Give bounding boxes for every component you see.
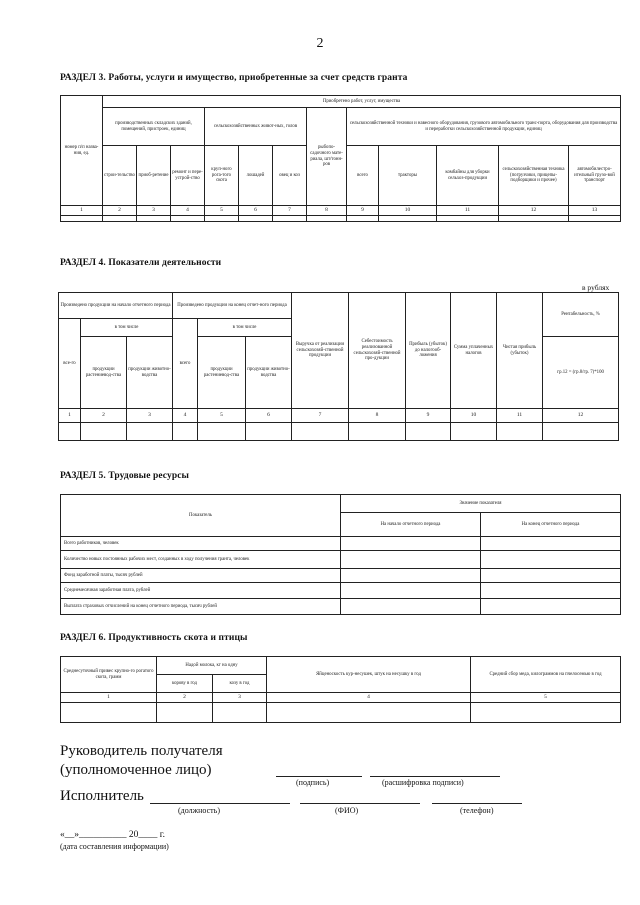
sig-date-caption: (дата составления информации) (60, 842, 169, 851)
s4-sub: продукции животно-водства (246, 337, 292, 409)
s3-num: 11 (437, 206, 499, 216)
s5-row-label: Количество новых постоянных рабочих мест, созданных в ходу получения гранта, человек (61, 551, 341, 569)
s6-col2-sub: корову в год (157, 675, 213, 693)
s3-tech-sub: комбайны для уборки сельхоз-продукции (437, 146, 499, 206)
s5-col-start: На начало отчетного периода (341, 513, 481, 537)
s4-col-profit: Прибыль (убыток) до налогооб-ложения (406, 293, 451, 409)
s6-col3: Яйценоскость кур-несушек, штук на несушку в год (267, 657, 471, 693)
s6-num: 3 (213, 693, 267, 703)
sig-phone-caption: (телефон) (460, 806, 494, 815)
s6-col4: Средний сбор меда, килограммов на пчелосемью в год (471, 657, 621, 693)
s4-sub: продукции животно-водства (127, 337, 173, 409)
s3-col-seed: рыбопо-садочного мате-риала, шт/тонн-ров (307, 108, 347, 206)
s3-tech-sub: тракторы (379, 146, 437, 206)
sig-sign-caption: (подпись) (296, 778, 330, 787)
s4-num: 1 (59, 409, 81, 423)
s3-num: 7 (273, 206, 307, 216)
s3-col-total: всего (347, 146, 379, 206)
sig-sign-line (276, 776, 362, 777)
sig-fio-caption: (ФИО) (335, 806, 359, 815)
s6-col2: Надой молока, кг на одну (157, 657, 267, 675)
s4-col-net: Чистая прибыль (убыток) (497, 293, 543, 409)
section4-unit: в рублях (582, 283, 610, 292)
s6-num: 2 (157, 693, 213, 703)
section6-title: РАЗДЕЛ 6. Продуктивность скота и птицы (60, 633, 248, 643)
s3-grp-tech: сельскохозяйственной техники и навесного оборудования, грузового автомобильного транс-порта, оборудования для производства и переработки сельскохозяйственной продукции, единиц (347, 108, 621, 146)
s3-grp-land: производственных складских зданий, помещений, пристроек, единиц (103, 108, 205, 146)
s4-num: 9 (406, 409, 451, 423)
sig-head-line1: Руководитель получателя (60, 743, 223, 759)
section3-title: РАЗДЕЛ 3. Работы, услуги и имущество, приобретенные за счет средств гранта (60, 73, 408, 83)
s3-num: 4 (171, 206, 205, 216)
sig-date-line: «__»__________ 20____ г. (60, 830, 165, 840)
s6-num: 1 (61, 693, 157, 703)
s4-num: 2 (81, 409, 127, 423)
s4-col-total-b: всего (173, 319, 198, 409)
s5-col-indicator: Показатель (61, 495, 341, 537)
s4-num: 8 (349, 409, 406, 423)
s4-incl-a: в том числе (81, 319, 173, 337)
s3-agri-sub: овец и коз (273, 146, 307, 206)
s6-col2-sub: козу в год (213, 675, 267, 693)
s3-land-sub: ремонт и пере-устрой-ство (171, 146, 205, 206)
s3-num: 9 (347, 206, 379, 216)
section3-table (60, 95, 621, 222)
s4-grp-start: Произведено продукции на начало отчетного периода (59, 293, 173, 319)
s3-num: 8 (307, 206, 347, 216)
s3-tech-sub: автомобилестро-ительный грузо-вой транспорт (569, 146, 621, 206)
s4-col-rent: Рентабельность, % (543, 293, 619, 337)
s4-col-total-a: все-го (59, 319, 81, 409)
section4-table (58, 292, 619, 441)
s4-sub: продукции растениевод-ства (198, 337, 246, 409)
s4-col-tax: Сумма уплаченных налогов (451, 293, 497, 409)
s3-num: 12 (499, 206, 569, 216)
s4-grp-end: Произведено продукции на конец отчет-ного периода (173, 293, 292, 319)
s3-num: 10 (379, 206, 437, 216)
section5-title: РАЗДЕЛ 5. Трудовые ресурсы (60, 471, 190, 481)
sig-phone-line (432, 803, 522, 804)
s4-col-cost: Себестоимость реализованной сельскохозяй-ственной про-дукции (349, 293, 406, 409)
page-number: 2 (316, 36, 324, 51)
s5-col-value: Значение показателя (341, 495, 621, 513)
s4-num: 12 (543, 409, 619, 423)
s6-num: 4 (267, 693, 471, 703)
s4-num: 5 (198, 409, 246, 423)
s3-num: 5 (205, 206, 239, 216)
s5-col-end: На конец отчетного периода (481, 513, 621, 537)
s4-num: 11 (497, 409, 543, 423)
sig-head-line2: (уполномоченное лицо) (60, 762, 212, 778)
s6-col1: Среднесуточный привес крупно-го рогатого скота, грамм (61, 657, 157, 693)
s4-col-revenue: Выручка от реализации сельскохозяй-ственной продукции (292, 293, 349, 409)
s3-agri-sub: круп-ного рога-того скота (205, 146, 239, 206)
s3-agri-sub: лошадей (239, 146, 273, 206)
s5-row-label: Выплата страховых отчислений на конец отчетного периода, тысяч рублей (61, 599, 341, 615)
s4-num: 6 (246, 409, 292, 423)
sig-executor-label: Исполнитель (60, 788, 144, 804)
sig-position-caption: (должность) (178, 806, 220, 815)
sig-fio-line (300, 803, 420, 804)
s6-num: 5 (471, 693, 621, 703)
s3-land-sub: строи-тельство (103, 146, 137, 206)
s3-num: 1 (61, 206, 103, 216)
s4-rent-formula: гр.12 = (гр.8/гр. 7)*100 (543, 337, 619, 409)
section6-table (60, 656, 621, 723)
s5-row-label: Всего работников, человек (61, 537, 341, 551)
s4-num: 3 (127, 409, 173, 423)
s5-row-label: Фонд заработной платы, тысяч рублей (61, 569, 341, 583)
s3-num: 2 (103, 206, 137, 216)
sig-position-line (150, 803, 290, 804)
s3-tech-sub: сельскохозяйственная техника (погрузчики, прицепы-подборщики и прочее) (499, 146, 569, 206)
s4-num: 7 (292, 409, 349, 423)
s3-grp-agri: сельскохозяйственных живот-ных, голов (205, 108, 307, 146)
s3-num: 3 (137, 206, 171, 216)
s3-num: 13 (569, 206, 621, 216)
section4-title: РАЗДЕЛ 4. Показатели деятельности (60, 258, 222, 268)
s4-sub: продукции растениевод-ства (81, 337, 127, 409)
s4-num: 10 (451, 409, 497, 423)
s3-head-top: Приобретено работ, услуг, имущества (103, 96, 621, 108)
s4-incl-b: в том числе (198, 319, 292, 337)
s3-num: 6 (239, 206, 273, 216)
s4-num: 4 (173, 409, 198, 423)
s5-row-label: Среднемесячная заработная плата, рублей (61, 583, 341, 599)
section5-table (60, 494, 621, 615)
sig-decode-line (370, 776, 500, 777)
sig-decode-caption: (расшифровка подписи) (382, 778, 464, 787)
s3-col-rownum: номер п/п назва-ния, ед. (61, 96, 103, 206)
s3-land-sub: приоб-ретение (137, 146, 171, 206)
